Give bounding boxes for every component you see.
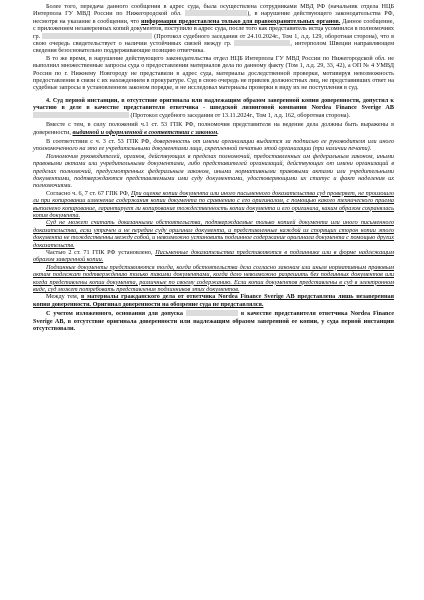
paragraph-p10 — [33, 264, 394, 294]
text-segment: Вместе с тем, в силу положений ч.1 ст. 53 ГПК РФ, полномочия представителя на ведение дела должны быть выражены в доверенности, — [33, 121, 394, 136]
text-segment: Между тем, — [46, 293, 82, 301]
text-segment: Данное сообщение, с приложением незаверенных копий документов, поступило в адрес суда, после того как представитель истца усомнился в полномочиях гр. — [33, 17, 394, 40]
text-segment: Суд первой инстанции, в отсутствие оригинала или надлежащим образом заверенной копии доверенности, допустил к участию в деле в качестве представителя ответчика - шведской лизинговой компании Nordea Finance Sverige AB — [33, 96, 394, 112]
text-segment: Суд не может считать доказанными обстоятельства, подтверждаемые только копией документа или иного письменного доказательства, если утрачен и не передан суду оригинал документа, и представленные каждой из спорящих сторон копии этого документа не тождественны между собой, и невозможно установить подлинное содержание оригинала документа с помощью других доказательств. — [33, 219, 394, 249]
paragraph-p1 — [33, 3, 394, 55]
paragraph-p9 — [33, 249, 394, 264]
paragraph-p6 — [33, 153, 394, 190]
redacted-name — [42, 33, 152, 39]
text-segment: Подлинные документы представляются тогда, когда обстоятельства дела согласно законам или иным нормативным правовым актам подлежат подтверждению только такими документами, когда дело невозможно разрешить без подлинных документов или когда представлены копии документа, различные по своему содержанию. Если копии документов представлены в суд в электронном виде, суд может потребовать представления подлинников этих документов. — [33, 263, 394, 294]
text-segment: В то же время, в нарушение действующего законодательства отдел НЦБ Интерпола ГУ МВД России по Нижегородской обл. не выполнил множественные запросы суда о предоставлении материалов дела по данному факту (Том 1, л.д. 29, 33, 42), а ОП № 4 УМВД России по г. Нижнему Новгороду не представили в адрес суда, материалы доследственной проверки, мотивируя невозможность предоставления в связи с их нахождением в прокуратуре. Суд в свою очередь не привлек должностных лиц, не представивших ответ на судебные запросы в установленном законом порядке, и не исследовал материалы проверки в виду их не поступления в суд. — [33, 54, 394, 92]
paragraph-p11 — [33, 293, 394, 308]
text-segment: в качестве представителя ответчика Nordea Finance Sverige AB, в отсутствие оригинала доверенности или надлежащим образом заверенной ее копии, у суда первой инстанции отсутствовали. — [33, 310, 394, 333]
text-segment: в материалы гражданского дела от ответчика Nordea Finance Sverige AB представлена лишь незаверенная копия доверенности. Оригинал доверенности на обозрение суда не представлялся. — [33, 293, 394, 308]
text-segment: выданной и оформленной в соответствии с законом — [72, 128, 218, 136]
text-segment: ), в нарушение действующего законодательства РФ, несмотря на указание в сообщении, что — [33, 10, 395, 25]
paragraph-p12 — [33, 310, 394, 332]
text-segment: Частью 2 ст. 71 ГПК РФ установлено, — [46, 249, 156, 256]
paragraph-p5 — [33, 138, 394, 153]
redacted-name — [185, 10, 247, 16]
text-segment: Более того, передача данного сообщения в адрес суда, была осуществлена сотрудниками МВД РФ (начальник отдела НЦБ Интерпола ГУ МВД России по Нижегородской обл. — [33, 3, 394, 18]
paragraph-p8 — [33, 219, 394, 249]
text-segment: (Протокол судебного заседания от 24.10.2024г., Том 1, л.д. 129, оборотная сторона), что в свою очередь свидетельствует о наличии устойчивых связей между гр. — [33, 32, 394, 48]
text-segment: Согласно ч. 6, 7 ст. 67 ГПК РФ, — [46, 189, 131, 197]
text-segment: информация предоставлена только для правоохранительных органов. — [141, 17, 341, 25]
redacted-name — [186, 310, 238, 316]
text-segment: Полномочия руководителей, органов, действующих в пределах полномочий, предоставленных им федеральным законом, иными правовыми актами или учредительными документами, либо представителей организаций, действующих от имени организаций в пределах полномочий, предусмотренных федеральным законом, иными нормативными правовыми актами или учредительными документами, подтверждаются представляемыми ими суду документами, удостоверяющими их статус и факт наделения их полномочиями. — [33, 152, 394, 190]
text-segment: доверенность от имени организации выдается за подписью ее руководителя или иного уполномоченного на это ее учредительными документами лица, скрепленной печатью этой организации (при наличии печати). — [33, 137, 394, 153]
redacted-name — [33, 112, 129, 118]
paragraph-p7 — [33, 190, 394, 220]
text-segment: 4. — [46, 96, 51, 104]
text-segment: Письменные доказательства представляются в подлиннике или в форме надлежащим образом заверенной копии. — [33, 249, 394, 264]
text-segment: С учетом изложенного, основания для допуска — [46, 310, 186, 318]
paragraph-p3 — [33, 97, 394, 119]
text-segment: . — [217, 128, 219, 136]
paragraph-p2 — [33, 55, 394, 92]
text-segment: (Протокол судебного заседания от 13.11.2024г., Том 1, л.д. 162, оборотная сторона). — [129, 111, 351, 119]
paragraph-p4 — [33, 121, 394, 136]
text-segment: , интерполом Швеции направляющем сведения безосновательно поддерживающие позицию ответчика. — [33, 40, 394, 55]
text-segment: В соответствии с ч. 3 ст. 53 ГПК РФ, — [46, 137, 154, 145]
redacted-name — [234, 40, 290, 46]
text-segment: При оценке копии документа или иного письменного доказательства суд проверяет, не произошло ли при копировании изменение содержания копии документа по сравнению с его оригиналом, с помощью какого технического приема выполнено копирование, гарантирует ли копирование тождественность копии документа и его оригинала, каким образом сохранялась копия документа. — [33, 189, 394, 219]
